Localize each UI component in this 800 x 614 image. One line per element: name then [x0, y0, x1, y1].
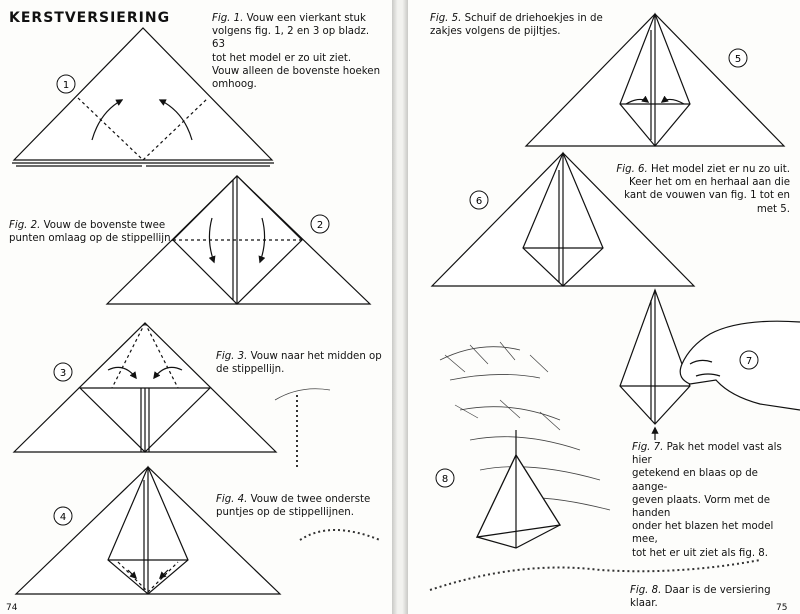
caption-fig5-line: zakjes volgens de pijltjes. [430, 26, 561, 38]
caption-fig3-line: Vouw naar het midden op [250, 351, 382, 362]
page-number-right: 75 [776, 603, 788, 613]
caption-fig3 [216, 350, 388, 376]
step-5-number: 5 [734, 54, 742, 65]
caption-fig2-line: punten omlaag op de stippellijn. [9, 233, 174, 245]
caption-fig6-line: Het model ziet er nu zo uit. [651, 164, 790, 175]
caption-fig1-line: Vouw een vierkant stuk [246, 13, 366, 24]
caption-fig7-label: Fig. 7. [632, 442, 664, 453]
caption-fig4 [216, 493, 388, 519]
step-8-number: 8 [441, 474, 449, 485]
caption-fig4-line: puntjes op de stippellijnen. [216, 507, 355, 519]
fig3-drawing [14, 323, 276, 452]
caption-fig1-line: volgens fig. 1, 2 en 3 op bladz. 63 [212, 26, 370, 51]
caption-fig6-line: kant de vouwen van fig. 1 tot en [624, 190, 790, 202]
caption-fig2 [9, 219, 179, 245]
caption-fig4-label: Fig. 4. [216, 494, 248, 505]
caption-fig1-label: Fig. 1. [212, 13, 244, 24]
step-1-number: 1 [62, 80, 70, 91]
caption-fig7-line: getekend en blaas op de aange- [632, 468, 758, 493]
caption-fig7 [632, 441, 794, 560]
caption-fig6 [604, 163, 790, 216]
caption-fig7-line: geven plaats. Vorm met de handen [632, 494, 771, 520]
step-2-number: 2 [316, 220, 324, 231]
caption-fig2-label: Fig. 2. [9, 220, 41, 231]
caption-fig6-line: Keer het om en herhaal aan die [629, 177, 790, 189]
caption-fig7-line: tot het er uit ziet als fig. 8. [632, 547, 769, 559]
caption-fig5-line: Schuif de driehoekjes in de [464, 13, 603, 24]
fig7-drawing [620, 290, 800, 440]
step-4-number: 4 [59, 512, 67, 523]
caption-fig7-line: onder het blazen het model mee, [632, 521, 774, 546]
step-3-number: 3 [59, 368, 67, 379]
caption-fig1-line: Vouw alleen de bovenste hoeken [212, 65, 381, 77]
caption-fig1 [212, 12, 384, 91]
step-6-number: 6 [475, 196, 483, 207]
fig4-drawing [16, 467, 280, 594]
caption-fig4-line: Vouw de twee onderste [250, 494, 371, 505]
caption-fig1-line: tot het model er zo uit ziet. [212, 52, 352, 64]
caption-fig8-line: Daar is de versiering klaar. [630, 585, 771, 610]
page-number-left: 74 [6, 603, 18, 613]
caption-fig7-line: Pak het model vast als hier [632, 442, 782, 467]
caption-fig2-line: Vouw de bovenste twee [43, 220, 166, 231]
step-7-number: 7 [745, 356, 753, 367]
caption-fig5 [430, 12, 610, 38]
caption-fig5-label: Fig. 5. [430, 13, 462, 24]
caption-fig8 [630, 584, 796, 610]
caption-fig8-label: Fig. 8. [630, 585, 662, 596]
page-title: KERSTVERSIERING [9, 10, 171, 26]
caption-fig6-line: met 5. [756, 203, 790, 215]
caption-fig3-line: de stippellijn. [216, 364, 285, 376]
caption-fig6-label: Fig. 6. [616, 164, 648, 175]
caption-fig3-label: Fig. 3. [216, 351, 248, 362]
caption-fig1-line: omhoog. [212, 79, 257, 91]
